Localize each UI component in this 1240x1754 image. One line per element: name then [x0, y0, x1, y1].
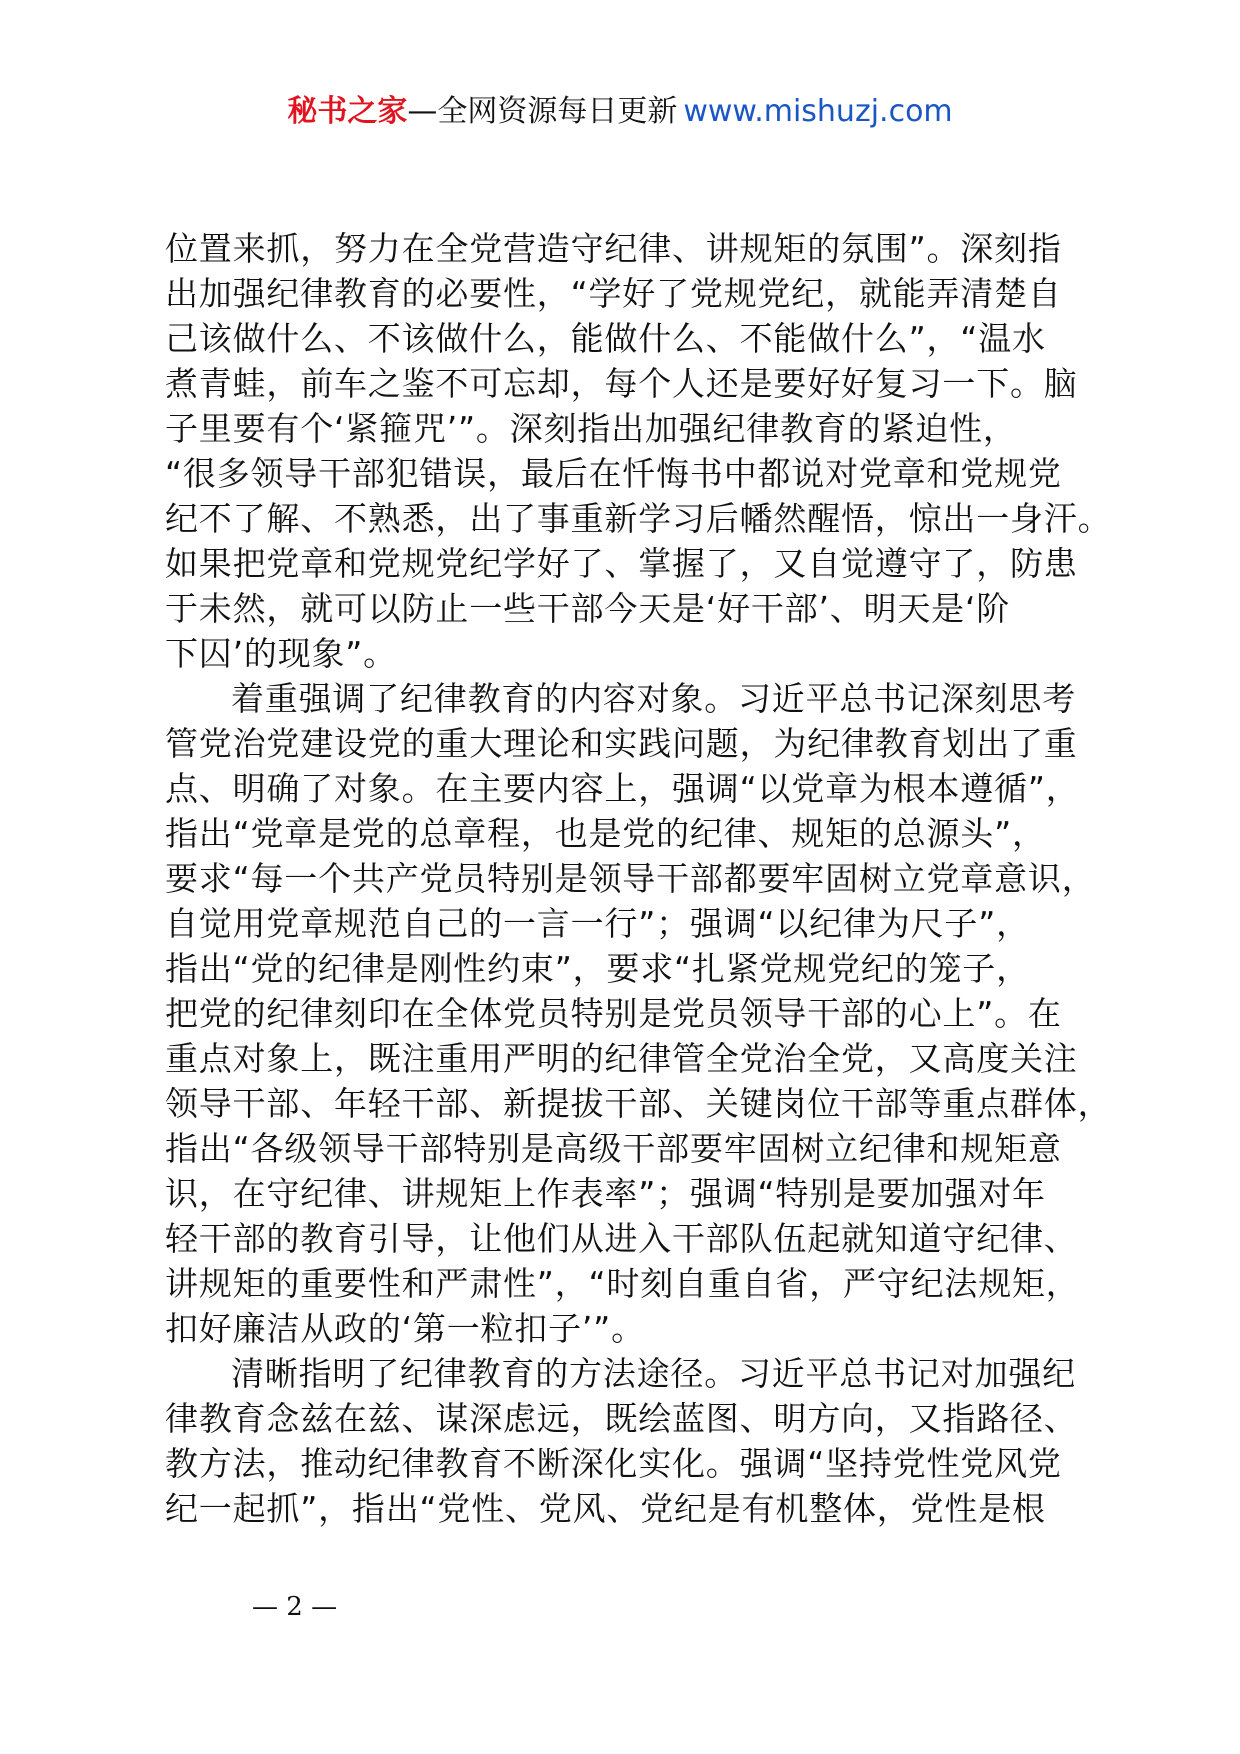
body-line: 下囚’的现象”。	[165, 634, 397, 673]
body-line: 指出“党的纪律是刚性约束”，要求“扎紧党规党纪的笼子，	[165, 949, 1030, 988]
body-line: 讲规矩的重要性和严肃性”，“时刻自重自省，严守纪法规矩，	[165, 1264, 1080, 1303]
body-line: 如果把党章和党规党纪学好了、掌握了，又自觉遵守了，防患	[165, 544, 1078, 583]
body-line: 要求“每一个共产党员特别是领导干部都要牢固树立党章意识，	[165, 859, 1096, 898]
body-line: “很多领导干部犯错误，最后在忏悔书中都说对党章和党规党	[165, 454, 1062, 493]
body-line: 轻干部的教育引导，让他们从进入干部队伍起就知道守纪律、	[165, 1219, 1078, 1258]
body-line: 纪一起抓”，指出“党性、党风、党纪是有机整体，党性是根	[165, 1489, 1046, 1528]
body-line: 子里要有个‘紧箍咒’”。深刻指出加强纪律教育的紧迫性，	[165, 409, 1017, 448]
body-line: 己该做什么、不该做什么，能做什么、不能做什么”，“温水	[165, 319, 1046, 358]
body-line: 指出“各级领导干部特别是高级干部要牢固树立纪律和规矩意	[165, 1129, 1062, 1168]
body-line: 纪不了解、不熟悉，出了事重新学习后幡然醒悟，惊出一身汗。	[165, 499, 1112, 538]
paragraph-start-line: 着重强调了纪律教育的内容对象。习近平总书记深刻思考	[231, 679, 1076, 718]
body-line: 扣好廉洁从政的‘第一粒扣子’”。	[165, 1309, 645, 1348]
body-line: 识，在守纪律、讲规矩上作表率”；强调“特别是要加强对年	[165, 1174, 1046, 1213]
body-line: 重点对象上，既注重用严明的纪律管全党治全党，又高度关注	[165, 1039, 1078, 1078]
body-line: 位置来抓，努力在全党营造守纪律、讲规矩的氛围”。深刻指	[165, 229, 1062, 268]
body-line: 领导干部、年轻干部、新提拔干部、关键岗位干部等重点群体，	[165, 1084, 1112, 1123]
document-body	[165, 226, 1115, 1531]
site-header	[0, 92, 1240, 132]
body-line: 自觉用党章规范自己的一言一行”；强调“以纪律为尺子”，	[165, 904, 1030, 943]
site-url-link[interactable]: www.mishuzj.com	[683, 94, 953, 129]
body-line: 教方法，推动纪律教育不断深化实化。强调“坚持党性党风党	[165, 1444, 1062, 1483]
body-line: 煮青蛙，前车之鉴不可忘却，每个人还是要好好复习一下。脑	[165, 364, 1078, 403]
body-line: 律教育念兹在兹、谋深虑远，既绘蓝图、明方向，又指路径、	[165, 1399, 1078, 1438]
body-line: 管党治党建设党的重大理论和实践问题，为纪律教育划出了重	[165, 724, 1078, 763]
paragraph-start-line: 清晰指明了纪律教育的方法途径。习近平总书记对加强纪	[231, 1354, 1076, 1393]
body-line: 把党的纪律刻印在全体党员特别是党员领导干部的心上”。在	[165, 994, 1062, 1033]
page-number: — 2 —	[252, 1592, 338, 1622]
site-slogan: —全网资源每日更新	[407, 94, 678, 129]
body-line: 出加强纪律教育的必要性，“学好了党规党纪，就能弄清楚自	[165, 274, 1062, 313]
body-line: 指出“党章是党的总章程，也是党的纪律、规矩的总源头”，	[165, 814, 1046, 853]
site-brand: 秘书之家	[287, 94, 408, 129]
body-line: 点、明确了对象。在主要内容上，强调“以党章为根本遵循”，	[165, 769, 1080, 808]
body-line: 于未然，就可以防止一些干部今天是‘好干部’、明天是‘阶	[165, 589, 1011, 628]
